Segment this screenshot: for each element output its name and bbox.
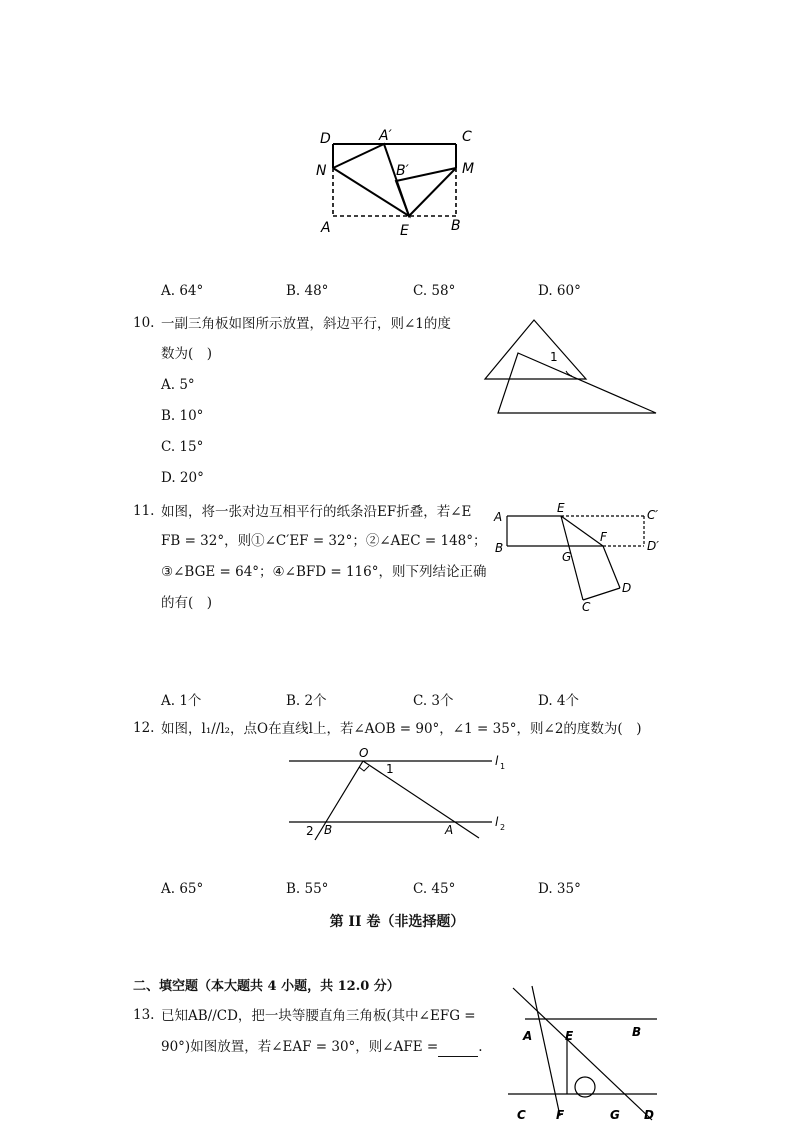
q12-label-l1: l: [495, 754, 499, 768]
label-B: B: [451, 218, 461, 234]
q12-text: 如图，l₁//l₂，点O在直线l上，若∠AOB = 90°，∠1 = 35°，则∠2的度数为( ): [161, 721, 642, 737]
q9-option-b: B. 48°: [286, 283, 329, 299]
q11-label-B: B: [495, 541, 504, 555]
q12-option-b: B. 55°: [286, 881, 329, 897]
q10-option-b: B. 10°: [161, 408, 204, 424]
q11-text-line4: 的有( ): [161, 595, 213, 611]
label-A-prime: A′: [379, 128, 392, 144]
q12-option-d: D. 35°: [538, 881, 581, 897]
q11-option-d: D. 4个: [538, 693, 580, 709]
label-C: C: [462, 129, 472, 145]
q10-number: 10.: [133, 315, 155, 331]
q13-answer-blank[interactable]: [438, 1042, 478, 1057]
q13-label-E: E: [565, 1029, 574, 1043]
label-M: M: [462, 161, 475, 177]
q11-text-line1: 如图，将一张对边互相平行的纸条沿EF折叠，若∠E: [161, 504, 472, 520]
q11-text-line3: ③∠BGE = 64°；④∠BFD = 116°，则下列结论正确: [161, 564, 487, 580]
q12-label-l2-sub: 2: [500, 823, 506, 832]
part2-heading: 二、填空题（本大题共 4 小题，共 12.0 分）: [133, 979, 400, 994]
q13-label-D: D: [644, 1108, 654, 1122]
q9-option-a: A. 64°: [161, 283, 204, 299]
q13-figure: [505, 982, 665, 1123]
q10-option-a: A. 5°: [161, 377, 195, 393]
q11-label-A: A: [494, 510, 503, 524]
q12-figure: [285, 745, 515, 845]
q10-figure: [480, 315, 664, 419]
q12-option-c: C. 45°: [413, 881, 456, 897]
q13-text-line1: 已知AB//CD，把一块等腰直角三角板(其中∠EFG =: [161, 1008, 476, 1024]
q12-label-l2: l: [495, 815, 499, 829]
q13-label-A: A: [523, 1029, 533, 1043]
q13-text-line2-wrap: [161, 1037, 482, 1057]
q11-label-F: F: [600, 530, 607, 544]
q11-number: 11.: [133, 503, 155, 519]
q11-figure: [490, 500, 670, 618]
q12-label-2: 2: [306, 824, 314, 838]
q12-label-1: 1: [386, 762, 394, 776]
q11-option-c: C. 3个: [413, 693, 454, 709]
q10-text-line2: 数为( ): [161, 346, 213, 362]
q11-label-D: D: [622, 581, 632, 595]
q13-label-C: C: [517, 1108, 526, 1122]
q13-text-line2: 90°)如图放置，若∠EAF = 30°，则∠AFE =: [161, 1039, 439, 1055]
label-D: D: [320, 131, 331, 147]
q11-option-b: B. 2个: [286, 693, 327, 709]
q9-option-d: D. 60°: [538, 283, 581, 299]
q13-number: 13.: [133, 1007, 155, 1023]
q13-label-F: F: [556, 1108, 565, 1122]
q10-option-c: C. 15°: [161, 439, 204, 455]
q10-option-d: D. 20°: [161, 470, 204, 486]
q11-label-E: E: [557, 501, 565, 515]
q11-text-line2: FB = 32°，则①∠C′EF = 32°；②∠AEC = 148°；: [161, 533, 487, 549]
q13-label-G: G: [610, 1108, 620, 1122]
label-E: E: [400, 223, 409, 239]
q12-option-a: A. 65°: [161, 881, 204, 897]
q12-label-l1-sub: 1: [500, 762, 506, 771]
q12-label-B: B: [324, 823, 333, 837]
section2-title: 第 II 卷（非选择题）: [329, 914, 465, 930]
q13-label-B: B: [632, 1025, 642, 1039]
q11-label-C-prime: C′: [647, 508, 659, 522]
label-A: A: [321, 220, 331, 236]
label-B-prime: B′: [396, 163, 409, 179]
q12-label-O: O: [359, 746, 369, 760]
q13-text-end: .: [478, 1039, 483, 1055]
q11-label-C: C: [582, 600, 591, 614]
q10-text-line1: 一副三角板如图所示放置，斜边平行，则∠1的度: [161, 316, 451, 332]
q12-number: 12.: [133, 720, 155, 736]
q11-label-D-prime: D′: [647, 539, 659, 553]
q10-angle-label: 1: [550, 350, 558, 364]
q11-option-a: A. 1个: [161, 693, 202, 709]
q11-label-G: G: [562, 550, 572, 564]
q12-label-A: A: [445, 823, 454, 837]
label-N: N: [316, 163, 327, 179]
q9-figure: [310, 124, 490, 240]
q9-option-c: C. 58°: [413, 283, 456, 299]
